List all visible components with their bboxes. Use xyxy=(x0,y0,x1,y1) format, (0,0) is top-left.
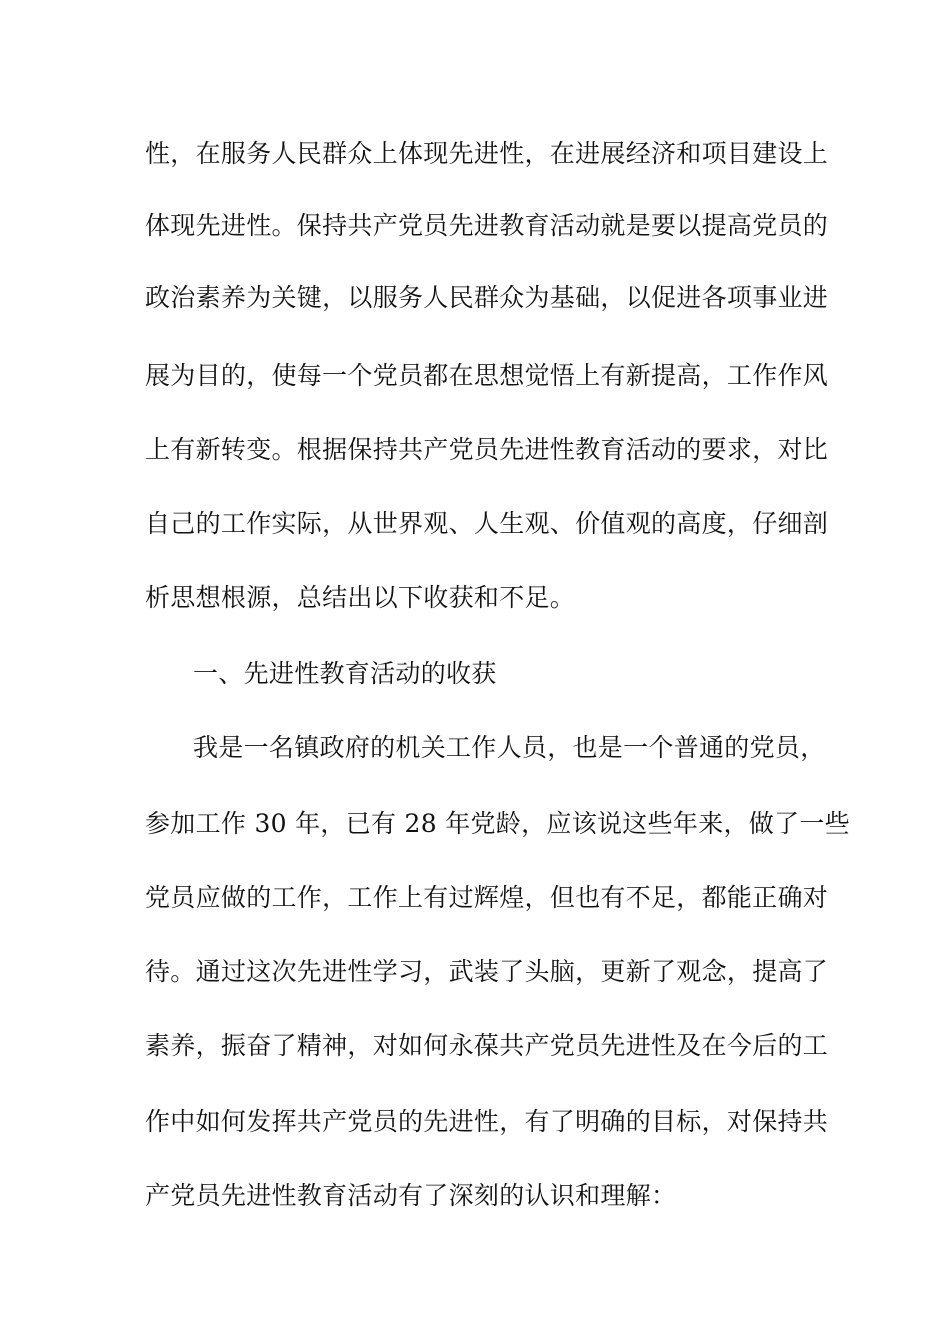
paragraph-line: 党员应做的工作，工作上有过辉煌，但也有不足，都能正确对 xyxy=(145,883,829,912)
paragraph-line: 析思想根源，总结出以下收获和不足。 xyxy=(145,583,576,612)
paragraph-line: 政治素养为关键，以服务人民群众为基础，以促进各项事业进 xyxy=(145,283,829,312)
paragraph-line: 产党员先进性教育活动有了深刻的认识和理解： xyxy=(145,1181,677,1210)
paragraph-line: 待。通过这次先进性学习，武装了头脑，更新了观念，提高了 xyxy=(145,957,829,986)
paragraph-line: 素养，振奋了精神，对如何永葆共产党员先进性及在今后的工 xyxy=(145,1031,829,1060)
paragraph-line: 参加工作 30 年，已有 28 年党龄，应该说这些年来，做了一些 xyxy=(145,809,851,838)
paragraph-line: 作中如何发挥共产党员的先进性，有了明确的目标，对保持共 xyxy=(145,1107,829,1136)
paragraph-line: 我是一名镇政府的机关工作人员，也是一个普通的党员， xyxy=(193,733,826,762)
section-heading: 一、先进性教育活动的收获 xyxy=(193,659,497,688)
paragraph-line: 自己的工作实际，从世界观、人生观、价值观的高度，仔细剖 xyxy=(145,509,829,538)
paragraph-line: 体现先进性。保持共产党员先进教育活动就是要以提高党员的 xyxy=(145,211,829,240)
paragraph-line: 展为目的，使每一个党员都在思想觉悟上有新提高，工作作风 xyxy=(145,361,829,390)
paragraph-line: 上有新转变。根据保持共产党员先进性教育活动的要求，对比 xyxy=(145,435,829,464)
paragraph-line: 性，在服务人民群众上体现先进性，在进展经济和项目建设上 xyxy=(145,139,829,168)
